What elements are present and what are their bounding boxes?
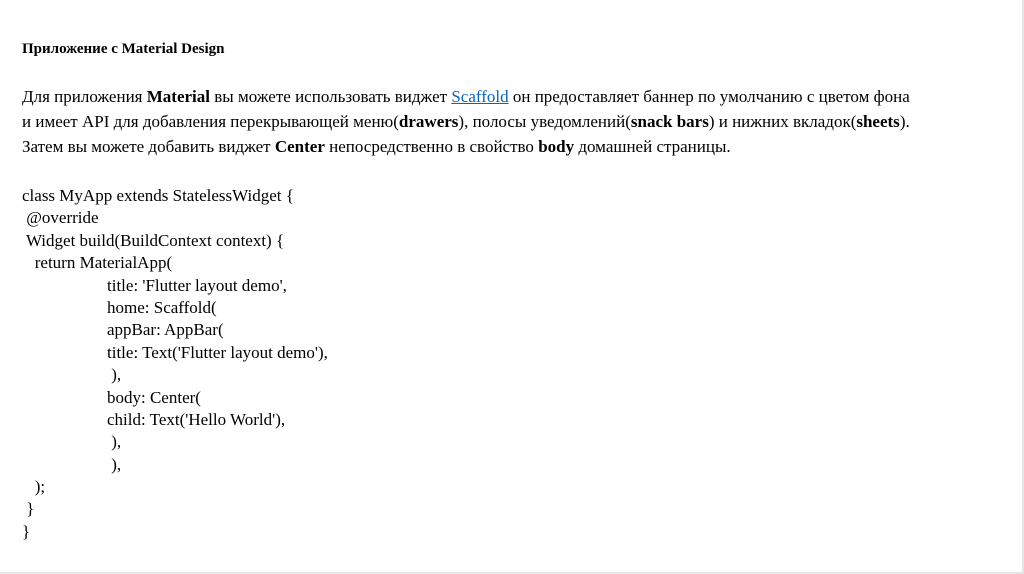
paragraph-line-3 (22, 134, 1012, 159)
code-line: title: 'Flutter layout demo', (22, 275, 287, 295)
bold-term-snack-bars: snack bars (630, 112, 709, 131)
text-run: ), полосы уведомлений( (458, 112, 631, 131)
paragraph-line-2 (22, 109, 1012, 134)
code-line: } (22, 521, 31, 541)
text-run: домашней страницы. (574, 137, 731, 156)
code-line: home: Scaffold( (22, 297, 217, 317)
bold-term-material: Material (146, 87, 210, 106)
code-line: ), (22, 432, 122, 452)
text-run: Для приложения (22, 87, 147, 106)
text-run: Затем вы можете добавить виджет (22, 137, 275, 156)
paragraph-line-1 (22, 84, 1012, 109)
text-run: он предоставляет баннер по умолчанию с цветом фона (508, 87, 910, 106)
code-line: Widget build(BuildContext context) { (22, 230, 285, 250)
bold-term-drawers: drawers (398, 112, 459, 131)
scaffold-link[interactable]: Scaffold (451, 87, 509, 106)
code-line: appBar: AppBar( (22, 320, 224, 340)
text-run: непосредственно в свойство (324, 137, 539, 156)
code-line: } (22, 499, 35, 519)
code-line: @override (22, 208, 99, 228)
text-run: вы можете использовать виджет (210, 87, 452, 106)
text-run: и имеет API для добавления перекрывающей меню( (22, 112, 399, 131)
description-paragraph (22, 84, 1012, 159)
bold-term-center: Center (274, 137, 325, 156)
text-run: ) и нижних вкладок( (708, 112, 857, 131)
text-run: ). (899, 112, 910, 131)
code-line: child: Text('Hello World'), (22, 409, 286, 429)
code-line: title: Text('Flutter layout demo'), (22, 342, 328, 362)
bold-term-body: body (538, 137, 575, 156)
code-line: ), (22, 365, 122, 385)
code-block (22, 185, 328, 543)
code-line: class MyApp extends StatelessWidget { (22, 186, 294, 205)
code-line: body: Center( (22, 387, 201, 407)
code-line: return MaterialApp( (22, 253, 173, 273)
slide-heading: Приложение с Material Design (22, 41, 225, 57)
bold-term-sheets: sheets (856, 112, 900, 131)
code-line: ), (22, 454, 122, 474)
code-line: ); (22, 477, 46, 497)
